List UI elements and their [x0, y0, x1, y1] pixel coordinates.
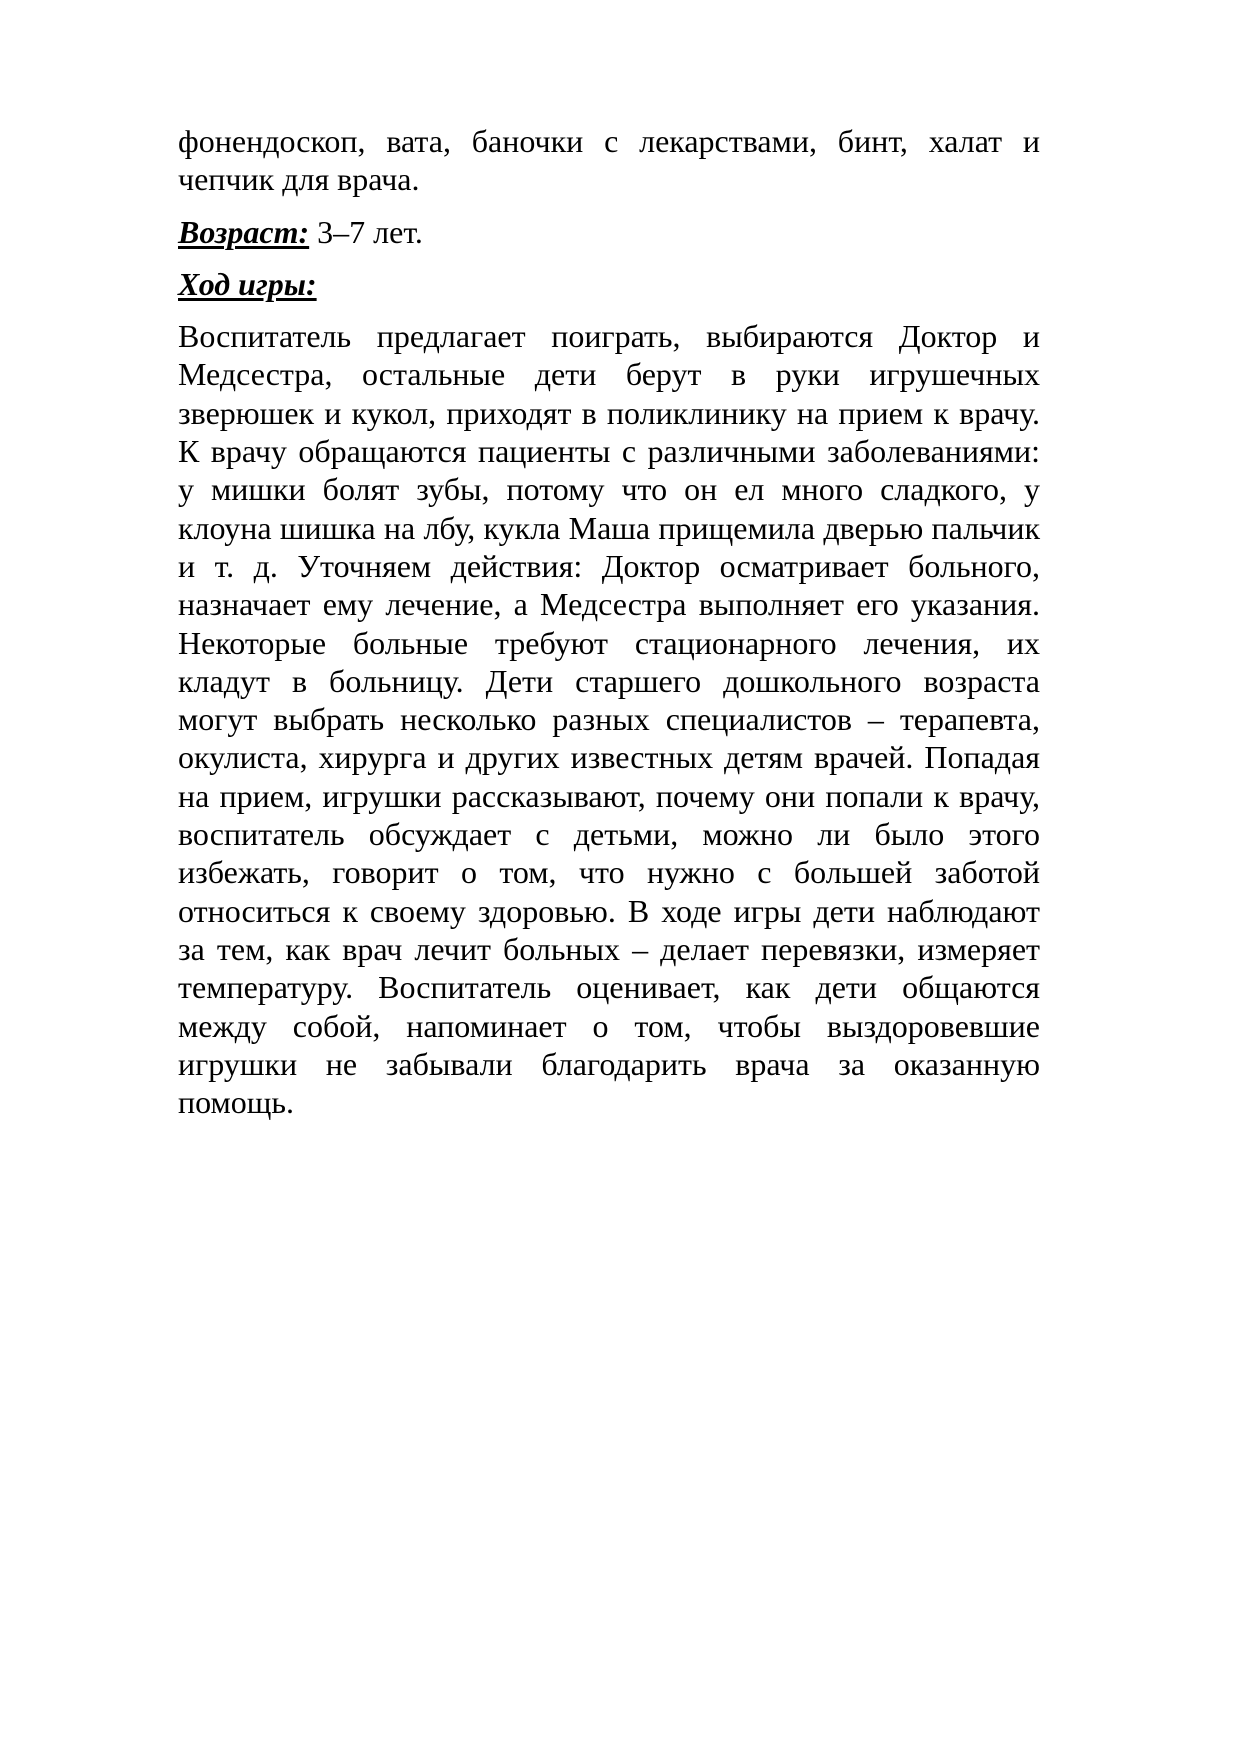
game-description-paragraph: Воспитатель предлагает поиграть, выбираются Доктор и Медсестра, остальные дети берут в руки игрушечных зверюшек и кукол, приходят в поликлинику на прием к врачу. К врачу обращаются пациенты с различными заболеваниями: у мишки болят зубы, потому что он ел много сладкого, у клоуна шишка на лбу, кукла Маша прищемила дверью пальчик и т. д. Уточняем действия: Доктор осматривает больного, назначает ему лечение, а Медсестра выполняет его указания. Некоторые больные требуют стационарного лечения, их кладут в больницу. Дети старшего дошкольного возраста могут выбрать несколько разных специалистов – терапевта, окулиста, хирурга и других известных детям врачей. Попадая на прием, игрушки рассказывают, почему они попали к врачу, воспитатель обсуждает с детьми, можно ли было этого избежать, говорит о том, что нужно с большей заботой относиться к своему здоровью. В ходе игры дети наблюдают за тем, как врач лечит больных – делает перевязки, измеряет температуру. Воспитатель оценивает, как дети общаются между собой, напоминает о том, чтобы выздоровевшие игрушки не забывали благодарить врача за оказанную помощь. [178, 318, 1040, 1121]
game-heading-line [178, 265, 1040, 303]
age-value: 3–7 лет. [309, 213, 423, 250]
document-body [178, 122, 1040, 1121]
age-line [178, 213, 1040, 251]
intro-paragraph: фонендоскоп, вата, баночки с лекарствами, бинт, халат и чепчик для врача. [178, 123, 1040, 198]
game-heading: Ход игры: [178, 265, 317, 302]
age-label: Возраст: [178, 213, 310, 250]
